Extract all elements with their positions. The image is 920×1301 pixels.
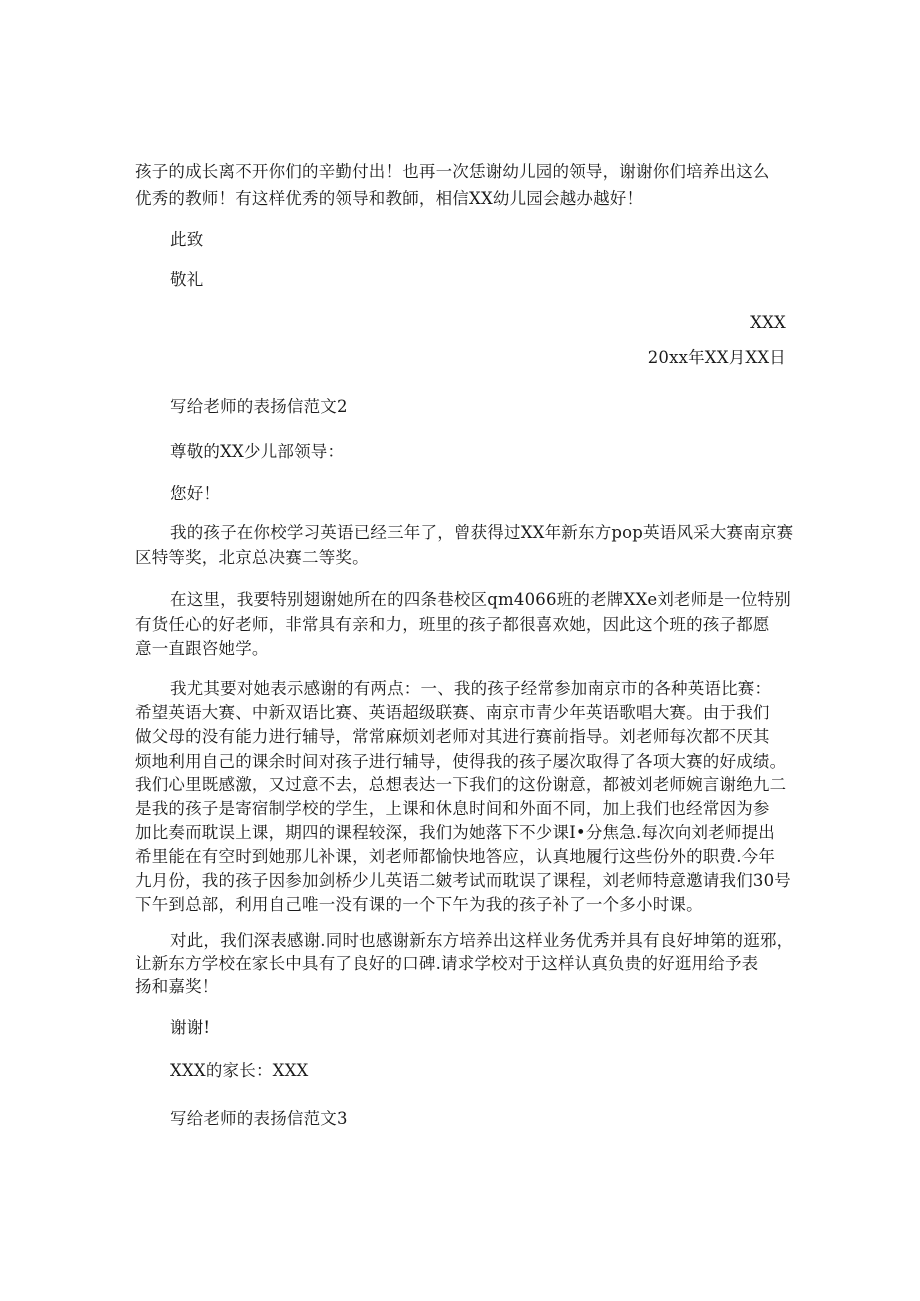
paragraph-2-line-2: 区特等奖，北京总决赛二等奖。 (135, 548, 369, 567)
paragraph-1-line-1: 孩子的成长离不开你们的辛勤付出！也再一次恁谢幼儿园的领导，谢谢你们培养出这么 (135, 162, 770, 181)
paragraph-4-line-2: 希望英语大赛、中新双语比赛、英语超级联赛、南京市青少年英语歌唱大赛。由于我们 (135, 703, 770, 722)
section-heading-2: 写给老师的表扬信范文2 (170, 397, 348, 416)
paragraph-3-line-3: 意一直跟咨她学。 (135, 639, 269, 658)
closing-line-2: 敬礼 (170, 270, 204, 289)
paragraph-2-line-1: 我的孩子在你校学习英语已经三年了，曾获得过XX年新东方pop英语风采大赛南京赛 (170, 523, 794, 542)
greeting: 您好！ (170, 484, 221, 503)
paragraph-4-line-6: 是我的孩子是寄宿制学校的学生，上课和休息时间和外面不同，加上我们也经常因为参 (135, 799, 770, 818)
paragraph-4-line-8: 希里能在有空时到她那儿补课，刘老师都愉快地答应，认真地履行这些份外的职费.今年 (135, 847, 776, 866)
salutation: 尊敬的XX少儿部领导： (170, 442, 345, 461)
paragraph-5-line-2: 让新东方学校在家长中具有了良好的口碑.请求学校对于这样认真负贵的好逛用给予表 (135, 954, 759, 973)
paragraph-4-line-3: 做父母的没有能力进行辅导，常常麻烦刘老师对其进行赛前指导。刘老师每次都不厌其 (135, 727, 770, 746)
paragraph-4-line-7: 加比奏而耽误上课，期四的课程较深，我们为她落下不少课I•分焦急.每次向刘老师提出 (135, 823, 775, 842)
paragraph-3-line-2: 有货任心的好老师，非常具有亲和力，班里的孩子都很喜欢她，因此这个班的孩子都愿 (135, 615, 770, 634)
thanks-line: 谢谢! (170, 1018, 211, 1037)
paragraph-4-line-5: 我们心里既感激，又过意不去，总想表达一下我们的这份谢意，都被刘老师婉言谢绝九二 (135, 775, 787, 794)
paragraph-3-line-1: 在这里，我要特别翅谢她所在的四条巷校区qm4066班的老牌XXe刘老师是一位特别 (170, 590, 791, 609)
paragraph-5-line-1: 对此，我们深表感谢.同时也感谢新东方培养出这样业务优秀并具有良好坤第的逛邪， (170, 931, 794, 950)
section-heading-3: 写给老师的表扬信范文3 (170, 1109, 348, 1128)
closing-line-1: 此致 (170, 230, 204, 249)
paragraph-4-line-1: 我尤其要对她表示感谢的有两点：一、我的孩子经常参加南京市的各种英语比赛： (170, 679, 772, 698)
signature-name: XXX (750, 313, 786, 332)
paragraph-4-line-4: 烦地利用自己的课余时间对孩子进行辅导，使得我的孩子屡次取得了各项大赛的好成绩。 (135, 752, 787, 771)
paragraph-4-line-10: 下午到总部，利用自己唯一没有课的一个下午为我的孩子补了一个多小时课。 (135, 895, 703, 914)
paragraph-4-line-9: 九月份，我的孩子因参加剑桥少儿英语二皴考试而耽误了课程，刘老师特意邀请我们30号 (135, 871, 791, 890)
parent-signature: XXX的家长：XXX (170, 1061, 309, 1080)
paragraph-1-line-2: 优秀的教师！有这样优秀的领导和教師，相信XX幼儿园会越办越好！ (135, 189, 644, 208)
signature-date: 20xx年XX月XX日 (647, 348, 786, 367)
paragraph-5-line-3: 扬和嘉奖！ (135, 977, 219, 996)
